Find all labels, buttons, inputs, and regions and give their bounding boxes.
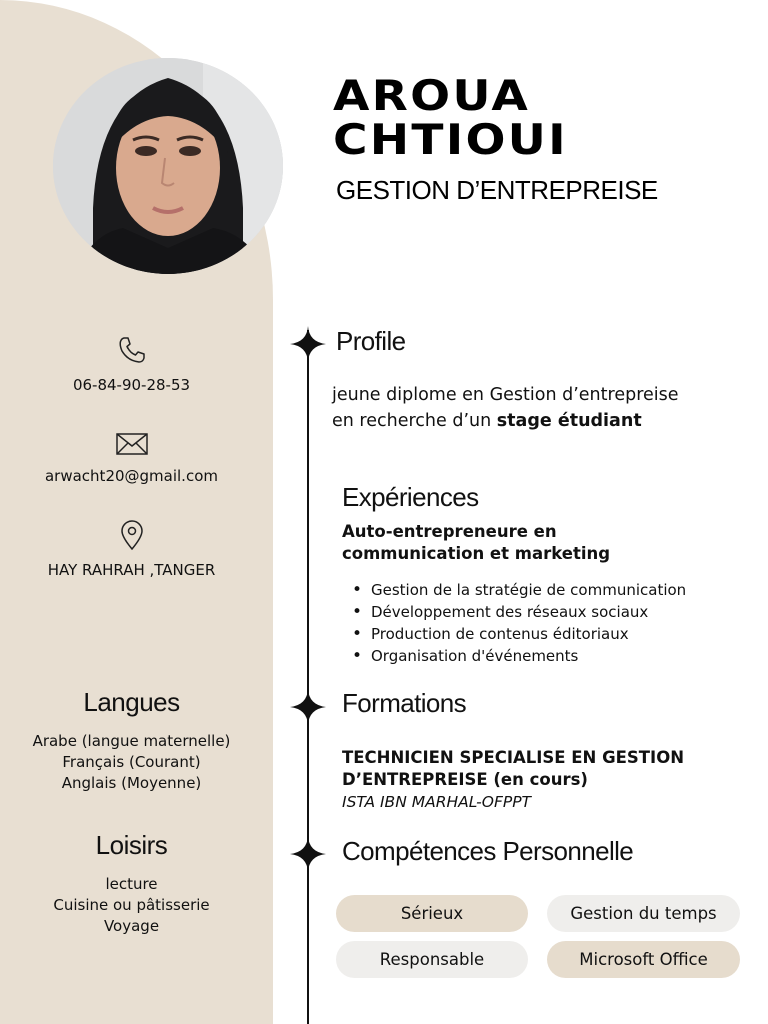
- profile-highlight: stage étudiant: [496, 411, 642, 431]
- sparkle-icon: [288, 687, 328, 727]
- language-item: Anglais (Moyenne): [61, 774, 202, 792]
- contact-address: [0, 519, 263, 579]
- hobbies-list: [0, 874, 263, 937]
- formation-school: ISTA IBN MARHAL-OFPPT: [342, 793, 532, 811]
- formation-title-line-1: TECHNICIEN SPECIALISE EN GESTION: [342, 748, 685, 767]
- candidate-name: [333, 71, 568, 164]
- experience-title: [342, 521, 722, 565]
- formations-heading: Formations: [342, 688, 467, 718]
- experience-title-line-1: Auto-entrepreneure en: [342, 522, 557, 541]
- location-pin-icon: [118, 519, 146, 551]
- list-item: • Organisation d'événements: [350, 645, 686, 667]
- skill-pill: Sérieux: [336, 895, 528, 932]
- profile-photo: [53, 58, 283, 274]
- last-name: CHTIOUI: [333, 115, 568, 164]
- languages-heading: Langues: [83, 687, 180, 717]
- sparkle-icon: [288, 324, 328, 364]
- experience-bullets: [350, 579, 686, 667]
- skill-pill: Microsoft Office: [547, 941, 740, 978]
- address: HAY RAHRAH ,TANGER: [47, 561, 216, 579]
- skill-pill: Gestion du temps: [547, 895, 740, 932]
- timeline-line: [307, 330, 309, 1024]
- list-item: • Gestion de la stratégie de communication: [350, 579, 686, 601]
- experience-title-line-2: communication et marketing: [342, 544, 611, 563]
- first-name: AROUA: [333, 71, 530, 120]
- list-item: • Production de contenus éditoriaux: [350, 623, 686, 645]
- list-item: • Développement des réseaux sociaux: [350, 601, 686, 623]
- email-address: arwacht20@gmail.com: [44, 467, 218, 485]
- languages-list: [0, 731, 263, 794]
- phone-number: 06-84-90-28-53: [72, 376, 191, 394]
- hobby-item: lecture: [105, 875, 158, 893]
- skill-pill: Responsable: [336, 941, 528, 978]
- experiences-heading: Expériences: [342, 482, 479, 512]
- profile-line-2: [332, 408, 732, 434]
- profile-line-2-text: en recherche d’un: [332, 411, 497, 431]
- formation-title-line-2: D’ENTREPREISE (en cours): [342, 770, 588, 789]
- phone-icon: [116, 334, 148, 366]
- contact-email: [0, 431, 263, 485]
- envelope-icon: [115, 431, 149, 457]
- job-title: GESTION D’ENTREPREISE: [336, 175, 658, 205]
- skills-heading: Compétences Personnelle: [342, 836, 634, 866]
- hobby-item: Voyage: [103, 917, 160, 935]
- hobbies-heading: Loisirs: [95, 830, 168, 860]
- profile-line-1: jeune diplome en Gestion d’entrepreise: [332, 385, 679, 405]
- hobby-item: Cuisine ou pâtisserie: [53, 896, 210, 914]
- formation-title: [342, 747, 742, 791]
- language-item: Français (Courant): [62, 753, 201, 771]
- profile-text: [332, 382, 732, 434]
- contact-phone: [0, 334, 263, 394]
- sparkle-icon: [288, 834, 328, 874]
- profile-heading: Profile: [336, 326, 406, 356]
- language-item: Arabe (langue maternelle): [32, 732, 231, 750]
